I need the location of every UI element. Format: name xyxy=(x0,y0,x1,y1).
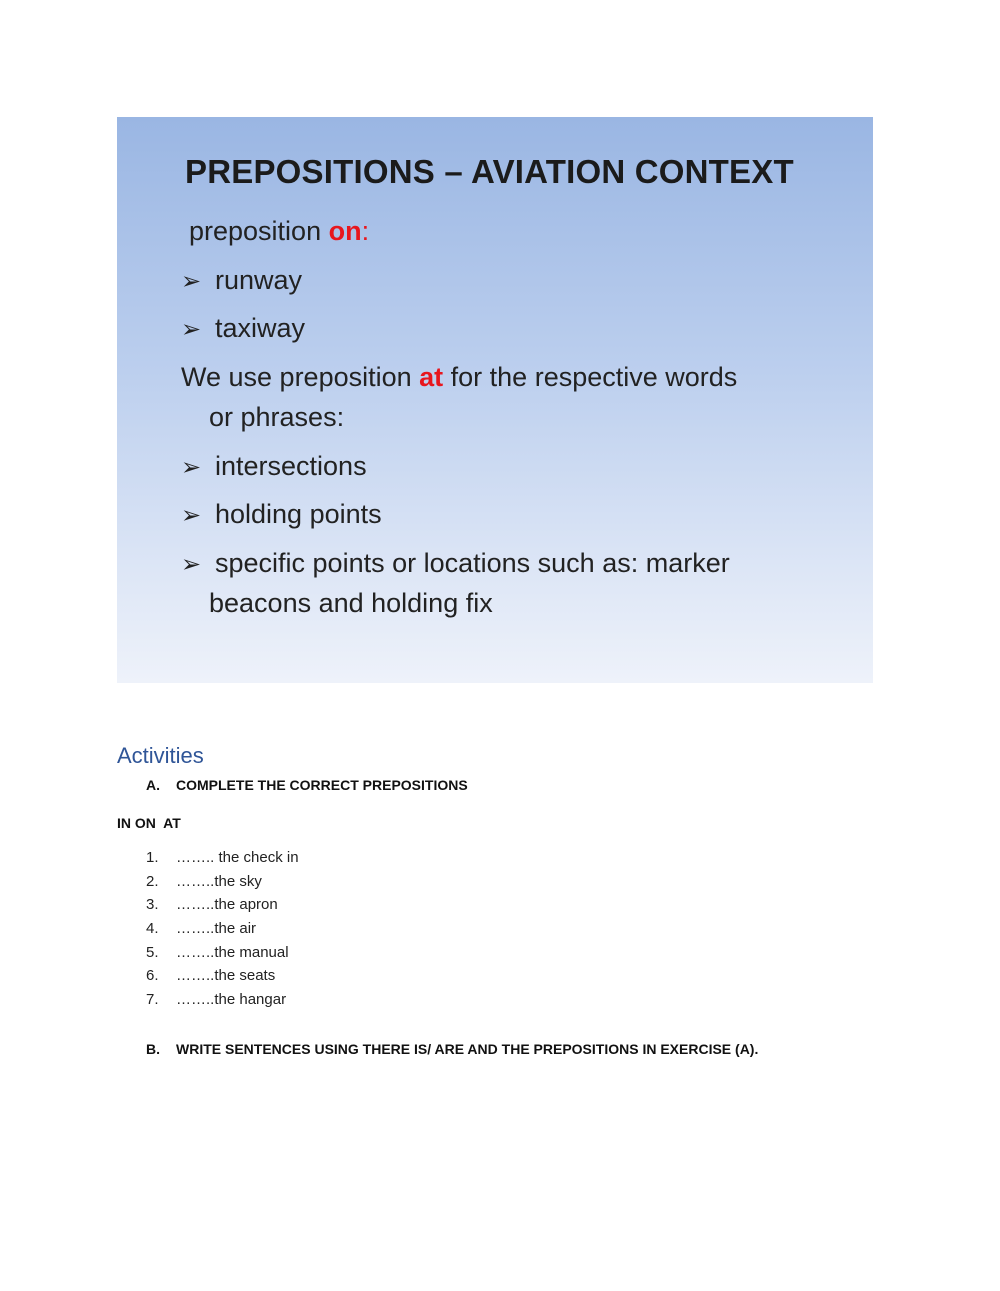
list-item: 7. ……..the hangar xyxy=(146,991,287,1009)
list-item: 2. ……..the sky xyxy=(146,872,262,890)
list-item: 4. ……..the air xyxy=(146,920,257,938)
slide-title: PREPOSITIONS – AVIATION CONTEXT xyxy=(185,153,794,190)
arrow-bullet-icon: ➢ xyxy=(181,502,202,529)
bullet-taxiway: ➢ taxiway xyxy=(181,313,306,343)
on-colon: : xyxy=(361,216,370,246)
bullet-holding-points: ➢ holding points xyxy=(181,499,382,529)
arrow-bullet-icon: ➢ xyxy=(181,316,202,343)
slide-image xyxy=(117,117,873,683)
bullet-intersections: ➢ intersections xyxy=(181,451,367,481)
at-intro-line2: or phrases: xyxy=(209,402,345,432)
bullet-runway: ➢ runway xyxy=(181,265,303,295)
at-highlight: at xyxy=(419,362,444,392)
arrow-bullet-icon: ➢ xyxy=(181,454,202,481)
section-b-heading: B. WRITE SENTENCES USING THERE IS/ ARE AND THE PREPOSITIONS IN EXERCISE (A). xyxy=(146,1041,759,1057)
arrow-bullet-icon: ➢ xyxy=(181,268,202,295)
list-item: 6. ……..the seats xyxy=(146,967,276,985)
on-highlight: on xyxy=(328,216,362,246)
preposition-options: IN ON AT xyxy=(117,815,181,831)
on-intro-text: preposition xyxy=(189,216,329,246)
list-item: 5. ……..the manual xyxy=(146,943,289,961)
bullet-specific-points-cont: beacons and holding fix xyxy=(209,588,493,618)
section-a-heading: A. COMPLETE THE CORRECT PREPOSITIONS xyxy=(146,777,468,793)
list-item: 1. …….. the check in xyxy=(146,849,299,866)
arrow-bullet-icon: ➢ xyxy=(181,551,202,578)
activities-heading: Activities xyxy=(117,743,204,768)
at-intro-line1: We use preposition at for the respective words xyxy=(181,362,738,392)
list-item: 3. ……..the apron xyxy=(146,896,278,914)
exercise-list xyxy=(146,849,299,1015)
bullet-specific-points: ➢ specific points or locations such as: marker xyxy=(181,548,730,578)
on-intro xyxy=(189,216,369,247)
